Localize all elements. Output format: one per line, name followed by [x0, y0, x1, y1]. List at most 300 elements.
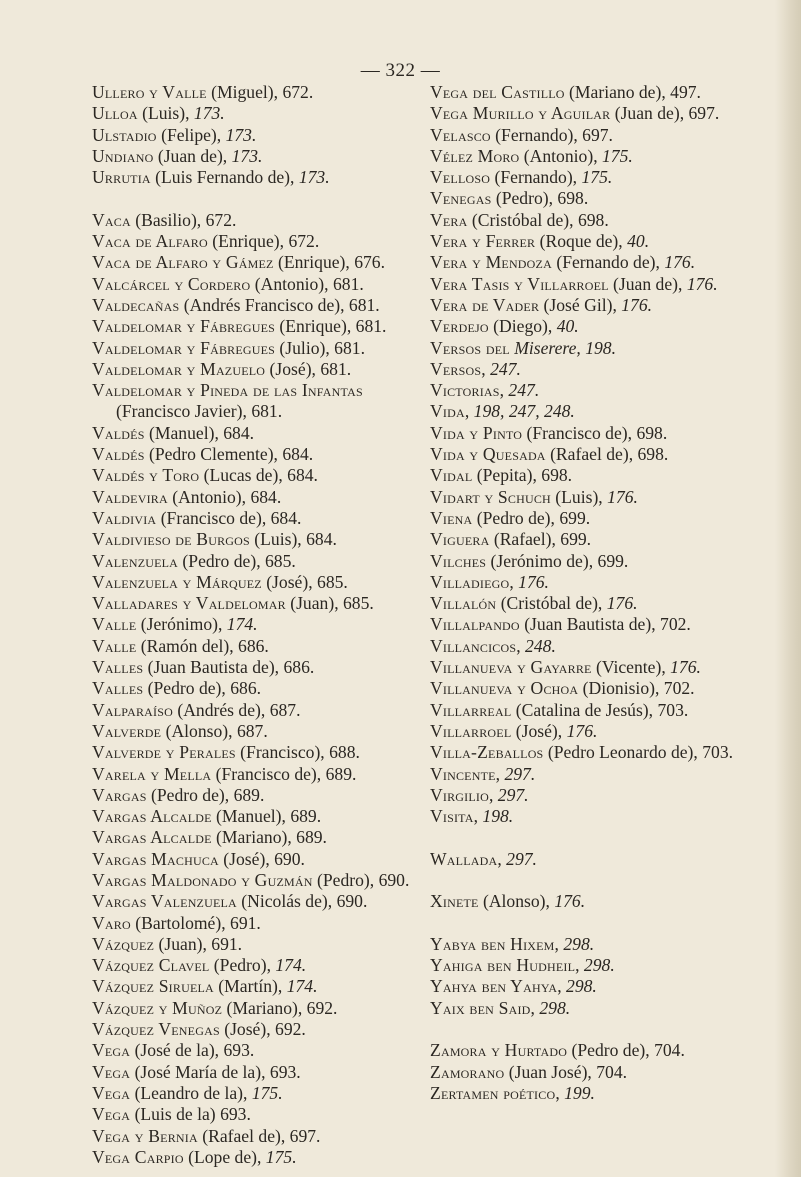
index-entry	[92, 210, 422, 231]
index-entry	[92, 678, 422, 699]
entry-name: Versos del	[430, 337, 510, 358]
entry-page-reference: 175.	[265, 1146, 297, 1167]
entry-detail: (Jerónimo),	[136, 614, 227, 635]
entry-detail: (Pedro de),	[472, 507, 560, 528]
entry-page-reference: 688.	[329, 742, 360, 763]
entry-name: Wallada	[430, 848, 498, 869]
index-entry	[430, 359, 775, 380]
index-entry	[430, 1040, 775, 1061]
entry-page-reference: 684.	[287, 465, 318, 486]
entry-detail: (Juan Bautista de),	[519, 614, 661, 635]
entry-page-reference: 684.	[250, 486, 282, 507]
entry-detail: (Cristóbal de),	[467, 209, 578, 230]
entry-page-reference: 176.	[686, 273, 718, 294]
entry-page-reference: 198.	[482, 806, 514, 827]
entry-page-reference: 681.	[334, 337, 365, 358]
entry-detail: (Vicente),	[591, 657, 671, 678]
entry-page-reference: 685.	[265, 550, 296, 571]
index-entry	[430, 103, 775, 124]
entry-page-reference: 698.	[636, 422, 668, 443]
entry-detail: (José),	[219, 1019, 276, 1040]
entry-name: Valles	[92, 678, 144, 699]
entry-name: Valdelomar y Fábregues	[92, 337, 276, 358]
entry-page-reference: 697.	[289, 1125, 321, 1146]
entry-name: Vincente	[430, 763, 496, 784]
entry-page-reference: 173.	[298, 167, 330, 188]
entry-detail: (Enrique),	[275, 316, 356, 337]
entry-detail: (Pedro Clemente),	[144, 444, 283, 465]
entry-detail: (Fernando de),	[551, 252, 665, 273]
entry-detail: (Francisco),	[235, 742, 330, 763]
index-entry	[430, 444, 775, 465]
entry-detail: (Lucas de),	[199, 465, 288, 486]
index-entry	[430, 146, 775, 167]
entry-page-reference: 690.	[274, 848, 305, 869]
entry-page-reference: 686.	[238, 635, 269, 656]
entry-page-reference: 704.	[596, 1061, 628, 1082]
entry-page-reference: 699.	[559, 507, 591, 528]
index-entry	[430, 700, 775, 721]
index-entry	[92, 231, 422, 252]
entry-detail: (Juan),	[285, 593, 343, 614]
index-entry	[430, 657, 775, 678]
entry-page-reference: 298.	[566, 976, 597, 997]
entry-detail: ,	[497, 848, 507, 869]
entry-name: Villarroel	[430, 720, 512, 741]
entry-page-reference: 173.	[193, 103, 225, 124]
entry-page-reference: 176.	[518, 571, 549, 592]
index-entry	[430, 721, 775, 742]
index-entry	[92, 657, 422, 678]
entry-name: Valenzuela y Márquez	[92, 571, 262, 592]
entry-detail: (Ramón del),	[136, 635, 239, 656]
index-entry	[92, 338, 422, 359]
entry-page-reference: 690.	[378, 869, 410, 890]
entry-name: Villanueva y Ochoa	[430, 678, 579, 699]
entry-page-reference: 676.	[354, 252, 385, 273]
entry-page-reference: 297.	[504, 763, 536, 784]
entry-detail: (Pedro Leonardo de),	[543, 742, 703, 763]
index-entry	[92, 849, 422, 870]
entry-group-gap	[430, 827, 775, 848]
index-entry	[92, 1126, 422, 1147]
entry-detail: (José María de la),	[130, 1061, 270, 1082]
entry-name: Valdés y Toro	[92, 465, 200, 486]
entry-name: Vargas Alcalde	[92, 827, 212, 848]
entry-name: Vélez Moro	[430, 145, 520, 166]
entry-page-reference: 40.	[627, 231, 650, 252]
entry-name: Valdés	[92, 444, 145, 465]
entry-detail: (Andrés de),	[172, 699, 270, 720]
entry-detail: ,	[555, 1082, 565, 1103]
index-entry	[92, 721, 422, 742]
entry-page-reference: 685.	[317, 571, 348, 592]
entry-page-reference: 248.	[525, 635, 556, 656]
entry-detail: (Antonio),	[250, 273, 333, 294]
entry-page-reference: 40.	[556, 316, 579, 337]
entry-detail: (Julio),	[275, 337, 335, 358]
index-entry	[92, 764, 422, 785]
entry-page-reference: 298.	[563, 933, 595, 954]
index-entry	[92, 827, 422, 848]
index-entry	[430, 955, 775, 976]
entry-name: Zamora y Hurtado	[430, 1040, 568, 1061]
entry-name: Varela y Mella	[92, 763, 212, 784]
entry-detail: (Francisco de),	[522, 422, 637, 443]
entry-name: Vázquez Venegas	[92, 1019, 220, 1040]
entry-name: Vargas Maldonado y Guzmán	[92, 869, 313, 890]
entry-page-reference: 693.	[223, 1040, 255, 1061]
entry-detail: (José de la),	[130, 1040, 224, 1061]
index-entry	[430, 1083, 775, 1104]
entry-name: Yaix ben Said	[430, 997, 531, 1018]
entry-page-reference: 297.	[497, 784, 529, 805]
entry-name: Vargas	[92, 784, 147, 805]
entry-detail: ,	[481, 358, 491, 379]
entry-name: Versos	[430, 358, 482, 379]
entry-name: Vera y Ferrer	[430, 231, 536, 252]
entry-page-reference: 698.	[541, 465, 573, 486]
entry-detail: (Alonso),	[161, 720, 237, 741]
entry-detail: (Dionisio),	[578, 678, 664, 699]
index-entry	[430, 849, 775, 870]
entry-page-reference: 176.	[670, 657, 701, 678]
entry-group-gap	[92, 188, 422, 209]
entry-page-reference: 686.	[230, 678, 262, 699]
entry-page-reference: 692.	[306, 997, 338, 1018]
index-entry	[92, 487, 422, 508]
entry-page-reference: 687.	[269, 699, 301, 720]
index-column-left	[92, 82, 422, 1168]
entry-detail: (Juan José),	[504, 1061, 597, 1082]
index-entry	[430, 210, 775, 231]
entry-page-reference: 176.	[621, 294, 653, 315]
entry-detail: (Juan),	[154, 933, 212, 954]
entry-detail: (Juan de),	[610, 103, 689, 124]
entry-detail: (Pedro de),	[143, 678, 231, 699]
index-entry	[430, 465, 775, 486]
entry-name: Viena	[430, 507, 473, 528]
entry-page-reference: 691.	[211, 933, 243, 954]
entry-detail: (Antonio),	[167, 486, 251, 507]
entry-name: Velloso	[430, 167, 491, 188]
index-entry	[92, 167, 422, 188]
index-entry	[430, 976, 775, 997]
entry-page-reference: 697.	[688, 103, 720, 124]
index-entry	[92, 955, 422, 976]
entry-name: Valdevira	[92, 486, 168, 507]
index-entry	[430, 401, 775, 422]
entry-name: Vida y Quesada	[430, 444, 546, 465]
index-entry	[430, 167, 775, 188]
entry-detail: (Fernando),	[490, 124, 583, 145]
entry-page-reference: 175.	[581, 167, 613, 188]
entry-page-reference: 176.	[566, 720, 598, 741]
entry-page-reference: 176.	[606, 593, 638, 614]
entry-detail: (Luis),	[137, 103, 194, 124]
entry-page-reference: 690.	[336, 891, 368, 912]
entry-name: Vargas Machuca	[92, 848, 219, 869]
index-entry	[430, 891, 775, 912]
entry-page-reference: 698.	[577, 209, 609, 230]
entry-detail: (Martín),	[213, 976, 287, 997]
entry-page-reference: 176.	[607, 486, 638, 507]
index-entry	[92, 125, 422, 146]
index-entry	[430, 785, 775, 806]
entry-page-reference: Miserere, 198.	[514, 337, 616, 358]
entry-name: Vida y Pinto	[430, 422, 523, 443]
entry-page-reference: 698.	[637, 444, 669, 465]
entry-name: Vidal	[430, 465, 473, 486]
index-entry	[92, 913, 422, 934]
entry-page-reference: 684.	[223, 422, 255, 443]
entry-page-reference: 298.	[583, 955, 615, 976]
index-entry	[92, 103, 422, 124]
entry-name: Vázquez Siruela	[92, 976, 214, 997]
entry-page-reference: 699.	[560, 529, 592, 550]
entry-name: Zamorano	[430, 1061, 505, 1082]
index-entry	[92, 529, 422, 550]
entry-page-reference: 702.	[660, 614, 691, 635]
entry-page-reference: 685.	[343, 593, 374, 614]
index-entry	[430, 82, 775, 103]
index-entry	[92, 146, 422, 167]
index-entry	[430, 295, 775, 316]
entry-page-reference: 697.	[582, 124, 613, 145]
entry-name: Valparaíso	[92, 699, 173, 720]
entry-detail: ,	[495, 763, 505, 784]
index-entry	[92, 274, 422, 295]
entry-page-reference: 698.	[557, 188, 589, 209]
entry-name: Valdelomar y Pineda de las Infantas	[92, 380, 363, 401]
entry-detail: (Pepita),	[472, 465, 542, 486]
index-entry	[92, 380, 422, 423]
entry-detail: ,	[473, 806, 483, 827]
entry-page-reference: 176.	[554, 891, 586, 912]
index-entry	[92, 1147, 422, 1168]
index-entry	[92, 508, 422, 529]
index-entry	[430, 614, 775, 635]
entry-name: Villadiego	[430, 571, 510, 592]
entry-name: Vega del Castillo	[430, 82, 565, 102]
entry-detail: (Luis Fernando de),	[150, 167, 299, 188]
entry-detail: (Juan Bautista de),	[143, 657, 284, 678]
entry-detail: (José),	[218, 848, 275, 869]
index-entry	[430, 1062, 775, 1083]
entry-detail: ,	[554, 933, 564, 954]
entry-page-reference: 693.	[220, 1104, 251, 1125]
entry-name: Visita	[430, 806, 474, 827]
index-entry	[92, 742, 422, 763]
entry-detail: ,	[499, 380, 509, 401]
entry-page-reference: 703.	[702, 742, 734, 763]
entry-detail: (Luis de la)	[130, 1104, 221, 1125]
index-entry	[92, 572, 422, 593]
entry-name: Urrutia	[92, 167, 151, 188]
entry-name: Vilches	[430, 550, 487, 571]
entry-name: Vaca de Alfaro	[92, 231, 208, 252]
entry-page-reference: 298.	[539, 997, 571, 1018]
entry-name: Villarreal	[430, 699, 512, 720]
entry-name: Virgilio	[430, 784, 489, 805]
entry-name: Verdejo	[430, 316, 489, 337]
index-entry	[430, 636, 775, 657]
entry-page-reference: 681.	[320, 358, 352, 379]
entry-name: Vaca	[92, 209, 131, 230]
entry-detail: (Francisco de),	[156, 507, 271, 528]
entry-page-reference: 247.	[490, 358, 521, 379]
entry-name: Valdelomar y Fábregues	[92, 316, 276, 337]
entry-detail: (Francisco Javier),	[116, 401, 252, 422]
index-entry	[92, 423, 422, 444]
index-entry	[430, 678, 775, 699]
index-entry	[92, 785, 422, 806]
entry-detail: (Pedro de),	[146, 784, 234, 805]
entry-page-reference: 681.	[251, 401, 283, 422]
entry-name: Valle	[92, 614, 137, 635]
entry-detail: ,	[516, 635, 526, 656]
entry-name: Valdivia	[92, 507, 157, 528]
entry-detail: (Diego),	[488, 316, 557, 337]
index-entry	[92, 636, 422, 657]
entry-name: Vidart y Schuch	[430, 486, 551, 507]
index-entry	[92, 1062, 422, 1083]
entry-name: Yahiga ben Hudheil	[430, 955, 576, 976]
entry-detail: (Jerónimo de),	[486, 550, 598, 571]
index-entry	[92, 295, 422, 316]
index-entry	[92, 1104, 422, 1125]
index-column-right	[430, 82, 775, 1104]
entry-group-gap	[430, 1019, 775, 1040]
entry-page-reference: 175.	[602, 145, 633, 166]
entry-detail: (José),	[261, 571, 318, 592]
index-entry	[430, 529, 775, 550]
entry-detail: (Pedro de),	[178, 550, 265, 571]
entry-page-reference: 175.	[251, 1082, 283, 1103]
entry-page-reference: 297.	[506, 848, 537, 869]
entry-detail: (José),	[265, 358, 321, 379]
entry-page-reference: 681.	[355, 316, 387, 337]
index-entry	[430, 487, 775, 508]
entry-detail: (Pedro),	[312, 869, 379, 890]
entry-detail: ,	[488, 784, 498, 805]
entry-name: Ullero y Valle	[92, 82, 207, 102]
entry-detail: (Enrique),	[273, 252, 355, 273]
index-entry	[92, 976, 422, 997]
entry-name: Villa-Zeballos	[430, 742, 544, 763]
entry-name: Velasco	[430, 124, 491, 145]
entry-name: Vida	[430, 401, 465, 422]
entry-detail: ,	[509, 571, 519, 592]
entry-detail: (Leandro de la),	[130, 1082, 252, 1103]
index-entry	[92, 444, 422, 465]
entry-name: Valdecañas	[92, 294, 180, 315]
entry-page-reference: 684.	[306, 529, 337, 550]
index-entry	[430, 593, 775, 614]
entry-name: Vega	[92, 1061, 131, 1082]
entry-detail: (Juan de),	[608, 273, 687, 294]
entry-page-reference: 174.	[226, 614, 258, 635]
entry-name: Vega Carpio	[92, 1146, 184, 1167]
entry-detail: ,	[557, 976, 567, 997]
entry-detail: (Bartolomé),	[130, 912, 231, 933]
entry-detail: (Manuel),	[211, 806, 291, 827]
entry-group-gap	[430, 913, 775, 934]
index-entry	[430, 274, 775, 295]
index-entry	[430, 572, 775, 593]
entry-detail: (Rafael de),	[545, 444, 638, 465]
index-entry	[92, 1083, 422, 1104]
entry-page-reference: 198, 247, 248.	[473, 401, 575, 422]
index-entry	[430, 742, 775, 763]
entry-page-reference: 689.	[296, 827, 327, 848]
index-entry	[92, 82, 422, 103]
entry-page-reference: 703.	[657, 699, 689, 720]
entry-name: Villalpando	[430, 614, 520, 635]
entry-detail: (Rafael de),	[197, 1125, 290, 1146]
entry-name: Valverde	[92, 720, 162, 741]
entry-name: Valdelomar y Mazuelo	[92, 358, 266, 379]
index-entry	[430, 551, 775, 572]
entry-page-reference: 692.	[275, 1019, 306, 1040]
entry-name: Valles	[92, 657, 144, 678]
entry-name: Valladares y Valdelomar	[92, 593, 286, 614]
index-entry	[92, 700, 422, 721]
entry-page-reference: 684.	[282, 444, 314, 465]
entry-page-reference: 672.	[205, 209, 237, 230]
entry-name: Vega	[92, 1040, 131, 1061]
index-entry	[430, 316, 775, 337]
entry-detail: (Francisco de),	[211, 763, 326, 784]
entry-detail: (Manuel),	[144, 422, 224, 443]
index-entry	[92, 593, 422, 614]
entry-name: Valcárcel y Cordero	[92, 273, 251, 294]
entry-detail: (Felipe),	[156, 124, 226, 145]
entry-detail: (José),	[511, 720, 567, 741]
entry-name: Vera	[430, 209, 468, 230]
entry-detail: (Lope de),	[183, 1146, 266, 1167]
entry-name: Valle	[92, 635, 137, 656]
entry-name: Xinete	[430, 891, 479, 912]
entry-name: Vega Murillo y Aguilar	[430, 103, 611, 124]
entry-name: Venegas	[430, 188, 492, 209]
entry-name: Ulloa	[92, 103, 138, 124]
entry-name: Vera Tasis y Villarroel	[430, 273, 609, 294]
index-entry	[92, 870, 422, 891]
entry-name: Varo	[92, 912, 131, 933]
entry-page-reference: 199.	[564, 1082, 595, 1103]
index-entry	[430, 380, 775, 401]
index-entry	[430, 806, 775, 827]
entry-detail: (Catalina de Jesús),	[511, 699, 658, 720]
index-entry	[430, 252, 775, 273]
index-entry	[430, 231, 775, 252]
entry-name: Viguera	[430, 529, 490, 550]
entry-name: Valdés	[92, 422, 145, 443]
entry-page-reference: 173.	[231, 145, 263, 166]
entry-detail: (Fernando),	[490, 167, 582, 188]
entry-name: Yabya ben Hixem	[430, 933, 555, 954]
entry-page-reference: 689.	[325, 763, 357, 784]
index-entry	[92, 614, 422, 635]
entry-name: Vaca de Alfaro y Gámez	[92, 252, 274, 273]
index-entry	[92, 998, 422, 1019]
entry-page-reference: 176.	[664, 252, 696, 273]
index-entry	[92, 252, 422, 273]
entry-detail: (Antonio),	[519, 145, 602, 166]
entry-detail: (Mariano de),	[564, 82, 671, 102]
entry-detail: (Luis),	[550, 486, 608, 507]
